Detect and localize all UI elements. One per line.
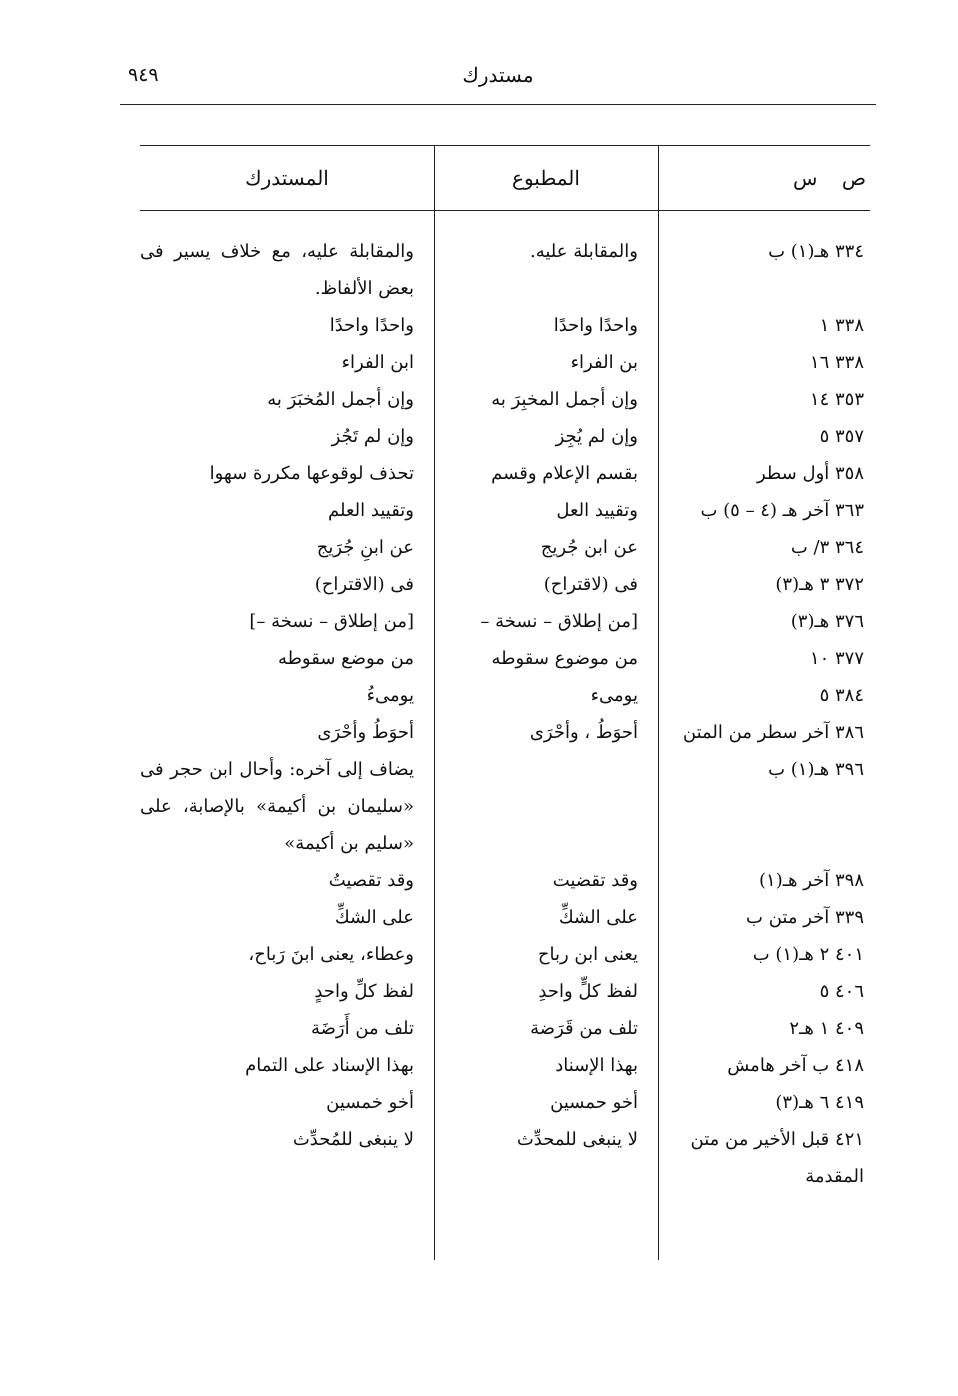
table-row [140, 973, 870, 1010]
column-header-printed: المطبوع [512, 166, 580, 190]
cell-printed: أحوَطُ ، وأحْرَى [529, 722, 638, 743]
cell-printed: أخو حمسين [550, 1092, 638, 1113]
cell-printed: من موضوع سقوطه [491, 648, 638, 669]
cell-corrected: وإن لم تَجُز [331, 426, 414, 447]
cell-page-line: ٣٧٦ هـ(٣) [790, 611, 864, 632]
table-row [140, 1121, 870, 1195]
table-row [140, 751, 870, 862]
table-row [140, 529, 870, 566]
cell-corrected: والمقابلة عليه، مع خلاف يسير فى بعض الألفاظ. [140, 241, 414, 299]
cell-printed: تلف من قَرَضة [530, 1018, 638, 1039]
table-row [140, 862, 870, 899]
cell-printed: لا ينبغى للمحدِّث [516, 1129, 638, 1150]
cell-corrected: وتقييد العلم [328, 500, 414, 521]
cell-printed: على الشكِّ [558, 907, 638, 928]
cell-printed: وإن أجمل المخبِرَ به [491, 389, 638, 410]
table-header-rule [140, 210, 870, 211]
cell-printed: وقد تقضيت [552, 870, 638, 891]
cell-corrected: وقد تقصيتُ [328, 870, 414, 891]
table-body [140, 233, 870, 1195]
cell-corrected: وإن أجمل المُخبَرَ به [267, 389, 414, 410]
cell-page-line: ٣٩٦ هـ(١) ب [768, 759, 864, 780]
cell-printed: بهذا الإسناد [555, 1055, 638, 1076]
table-row [140, 344, 870, 381]
cell-corrected: [من إطلاق – نسخة –] [249, 611, 414, 632]
cell-page-line: ٤١٨ ب آخر هامش [727, 1055, 864, 1076]
cell-page-line: ٣٧٢ ٣ هـ(٣) [775, 574, 864, 595]
cell-page-line: ٤٠٦ ٥ [819, 981, 864, 1002]
table-row [140, 714, 870, 751]
cell-corrected: لا ينبغى للمُحدِّث [292, 1129, 414, 1150]
table-row [140, 418, 870, 455]
cell-page-line: ٣٦٣ آخر هـ (٤ – ٥) ب [700, 500, 864, 521]
cell-corrected: فى (الاقتراح) [314, 574, 414, 595]
cell-printed: فى (لاقتراح) [543, 574, 638, 595]
table-row [140, 1047, 870, 1084]
cell-page-line: ٣٣٩ آخر متن ب [746, 907, 864, 928]
cell-printed [434, 751, 658, 862]
table-row [140, 1010, 870, 1047]
table-row [140, 233, 870, 307]
cell-printed: [من إطلاق – نسخة – [480, 611, 638, 632]
cell-corrected: واحدًا واحدًا [329, 315, 414, 336]
cell-printed: يعنى ابن رباح [537, 944, 638, 965]
cell-corrected: من موضع سقوطه [277, 648, 414, 669]
cell-printed: يومىء [590, 685, 638, 706]
table-row [140, 455, 870, 492]
table-row [140, 603, 870, 640]
cell-corrected: تحذف لوقوعها مكررة سهوا [209, 463, 414, 484]
cell-page-line: ٣٥٨ أول سطر [756, 463, 864, 484]
cell-page-line: ٤٠١ ٢ هـ(١) ب [752, 944, 864, 965]
page-header [120, 60, 876, 105]
table-row [140, 492, 870, 529]
cell-printed: بن الفراء [570, 352, 638, 373]
cell-page-line: ٤٠٩ ١ هـ٢ [789, 1018, 864, 1039]
cell-page-line: ٣٣٤ هـ(١) ب [768, 241, 864, 262]
cell-page-line: ٣٨٤ ٥ [819, 685, 864, 706]
cell-page-line: ٣٣٨ ١٦ [809, 352, 864, 373]
cell-corrected: عن ابنِ جُرَيج [316, 537, 414, 558]
cell-printed: والمقابلة عليه. [529, 241, 638, 262]
cell-corrected: وعطاء، يعنى ابنَ رَباح، [248, 944, 414, 965]
cell-page-line: ٣٨٦ آخر سطر من المتن [682, 722, 864, 743]
table-top-rule [140, 145, 870, 146]
cell-corrected: أحوَطُ وأحْرَى [317, 722, 414, 743]
cell-printed: واحدًا واحدًا [553, 315, 638, 336]
cell-printed: وإن لم يُجِز [555, 426, 638, 447]
cell-page-line: ٤٢١ قبل الأخير من متن المقدمة [690, 1129, 864, 1187]
cell-corrected: تلف من أَرَضَة [310, 1018, 414, 1039]
table-row [140, 381, 870, 418]
cell-corrected: على الشكِّ [334, 907, 414, 928]
cell-corrected: لفظ كلِّ واحدٍ [314, 981, 414, 1002]
cell-page-line: ٤١٩ ٦ هـ(٣) [775, 1092, 864, 1113]
cell-printed: لفظ كلٍّ واحدِ [538, 981, 638, 1002]
cell-corrected: أخو خمسين [326, 1092, 414, 1113]
running-title: مستدرك [462, 63, 534, 87]
cell-corrected: يضاف إلى آخره: وأحال ابن حجر فى «سليمان بن أكيمة» بالإصابة، على «سليم بن أكيمة» [140, 759, 414, 854]
cell-page-line: ٣٧٧ ١٠ [809, 648, 864, 669]
table-row [140, 566, 870, 603]
cell-corrected: ابن الفراء [341, 352, 414, 373]
table-row [140, 677, 870, 714]
corrections-table [140, 145, 870, 1260]
page-number: ٩٤٩ [128, 64, 159, 86]
cell-page-line: ٣٦٤ ٣/ ب [790, 537, 864, 558]
cell-page-line: ٣٥٧ ٥ [819, 426, 864, 447]
cell-corrected: بهذا الإسناد على التمام [245, 1055, 414, 1076]
cell-page-line: ٣٩٨ آخر هـ(١) [758, 870, 864, 891]
table-row [140, 899, 870, 936]
table-row [140, 307, 870, 344]
table-row [140, 640, 870, 677]
cell-printed: عن ابن جُريج [540, 537, 638, 558]
cell-page-line: ٣٥٣ ١٤ [809, 389, 864, 410]
column-header-page-line: ص س [793, 166, 866, 190]
cell-corrected: يومىءُ [366, 685, 414, 706]
cell-page-line: ٣٣٨ ١ [819, 315, 864, 336]
column-header-corrected: المستدرك [245, 166, 329, 190]
table-row [140, 936, 870, 973]
cell-printed: بقسم الإعلام وقسم [491, 463, 638, 484]
cell-printed: وتقييد العل [556, 500, 638, 521]
table-row [140, 1084, 870, 1121]
